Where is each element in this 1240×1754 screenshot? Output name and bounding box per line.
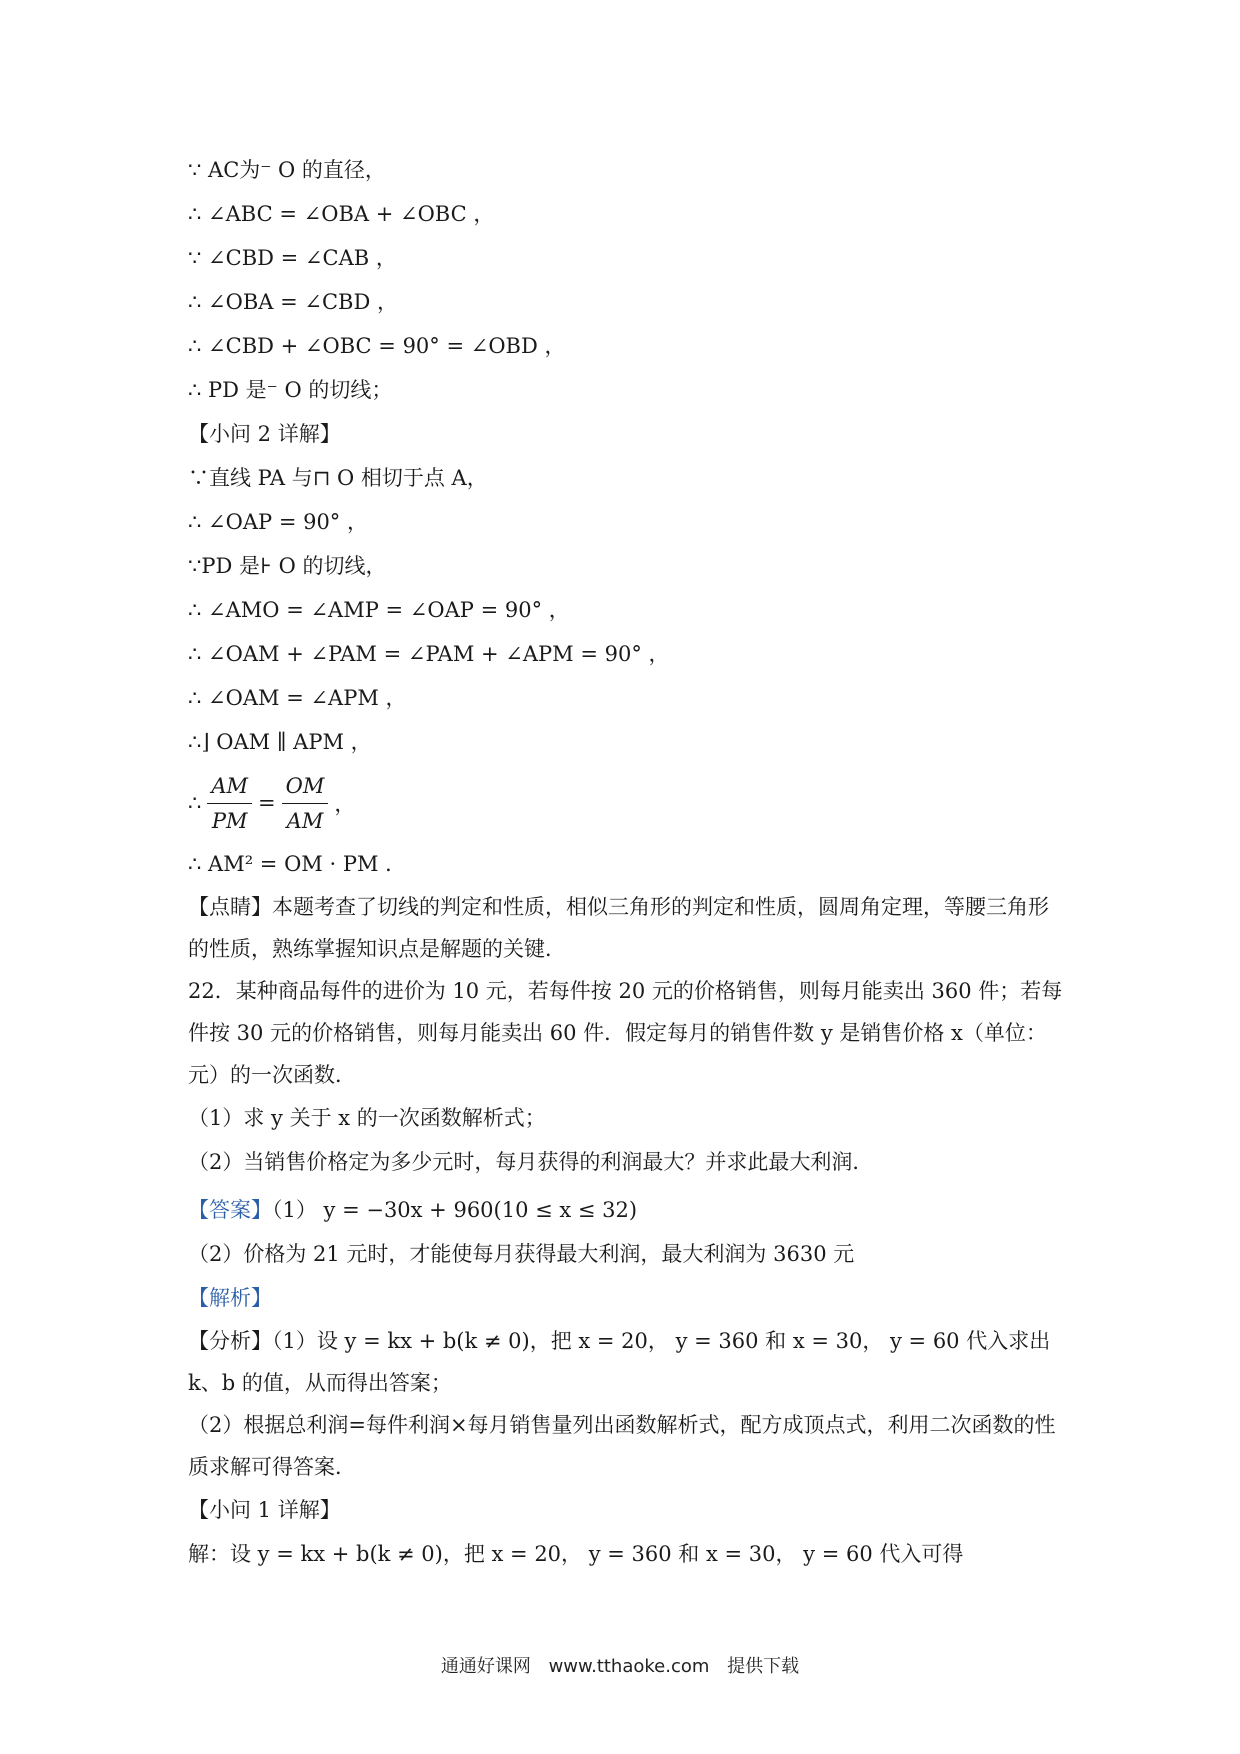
question-22-stem: 22．某种商品每件的进价为 10 元，若每件按 20 元的价格销售，则每月能卖出 360 件；若每件按 30 元的价格销售，则每月能卖出 60 件．假定每月的销售件数 y 是销售价格 x（单位：元）的一次函数． (188, 979, 1063, 1087)
proof-line-5: ∴ ∠CBD + ∠OBC = 90° = ∠OBD ， (188, 334, 566, 358)
proof-line-8: ∵直线 PA 与⊓ O 相切于点 A， (188, 466, 488, 490)
analysis-tag-line (188, 1276, 1068, 1320)
fraction-prefix: ∴ (188, 791, 202, 815)
fraction-left-denominator: PM (211, 808, 248, 833)
proof-line-13: ∴ ∠OAM = ∠APM ， (188, 686, 407, 710)
proof-line-11: ∴ ∠AMO = ∠AMP = ∠OAP = 90° ， (188, 598, 570, 622)
proof-line-3: ∵ ∠CBD = ∠CAB ， (188, 246, 397, 270)
proof-line-6: ∴ PD 是⁻ O 的切线； (188, 378, 393, 402)
proof-line-2: ∴ ∠ABC = ∠OBA + ∠OBC ， (188, 202, 495, 226)
fraction-equation (188, 764, 1068, 842)
page-footer (0, 1652, 1240, 1678)
analysis-part-1: 【分析】（1）设 y = kx + b(k ≠ 0)，把 x = 20， y = 360 和 x = 30， y = 60 代入求出 k、b 的值，从而得出答案； (188, 1329, 1051, 1395)
analysis-tag: 【解析】 (188, 1286, 272, 1310)
proof-line-12: ∴ ∠OAM + ∠PAM = ∠PAM + ∠APM = 90° ， (188, 642, 670, 666)
analysis-part-2: （2）根据总利润=每件利润×每月销售量列出函数解析式，配方成顶点式，利用二次函数的性质求解可得答案． (188, 1413, 1056, 1479)
document-body (188, 148, 1068, 1576)
proof-conclusion: ∴ AM² = OM · PM ． (188, 852, 407, 876)
proof-line-9: ∴ ∠OAP = 90° ， (188, 510, 368, 534)
fraction-right-numerator: OM (282, 771, 329, 804)
footer-site-name: 通通好课网 (440, 1656, 531, 1677)
fraction-suffix: ， (334, 792, 356, 816)
answer-tag: 【答案】 (188, 1198, 272, 1222)
proof-line-14: ∴⌋ OAM ∥ APM ， (188, 730, 372, 754)
fraction-right-denominator: AM (286, 808, 324, 833)
fraction-equals: = (258, 791, 276, 815)
fraction-right (282, 771, 329, 836)
fraction-left (207, 771, 252, 836)
proof-line-1: ∵ AC为⁻ O 的直径， (188, 158, 386, 182)
subquestion-1-heading: 【小问 1 详解】 (188, 1498, 341, 1522)
answer-part-2: （2）价格为 21 元时，才能使每月获得最大利润，最大利润为 3630 元 (188, 1242, 855, 1266)
question-22-part-1: （1）求 y 关于 x 的一次函数解析式； (188, 1106, 546, 1130)
fraction-left-numerator: AM (207, 771, 252, 804)
proof-line-4: ∴ ∠OBA = ∠CBD ， (188, 290, 398, 314)
footer-note: 提供下载 (727, 1656, 800, 1677)
proof-line-10: ∵PD 是⊦ O 的切线， (188, 554, 387, 578)
solution-line-1: 解：设 y = kx + b(k ≠ 0)，把 x = 20， y = 360 和 x = 30， y = 60 代入可得 (188, 1542, 964, 1566)
footer-url: www.tthaoke.com (548, 1656, 710, 1677)
answer-line-1 (188, 1188, 1068, 1232)
subquestion-2-heading: 【小问 2 详解】 (188, 422, 341, 446)
question-22-part-2: （2）当销售价格定为多少元时，每月获得的利润最大？并求此最大利润． (188, 1150, 874, 1174)
answer-part-1: （1） y = −30x + 960(10 ≤ x ≤ 32) (272, 1198, 638, 1222)
key-point-note: 【点睛】本题考查了切线的判定和性质，相似三角形的判定和性质，圆周角定理，等腰三角形的性质，熟练掌握知识点是解题的关键． (188, 895, 1049, 961)
